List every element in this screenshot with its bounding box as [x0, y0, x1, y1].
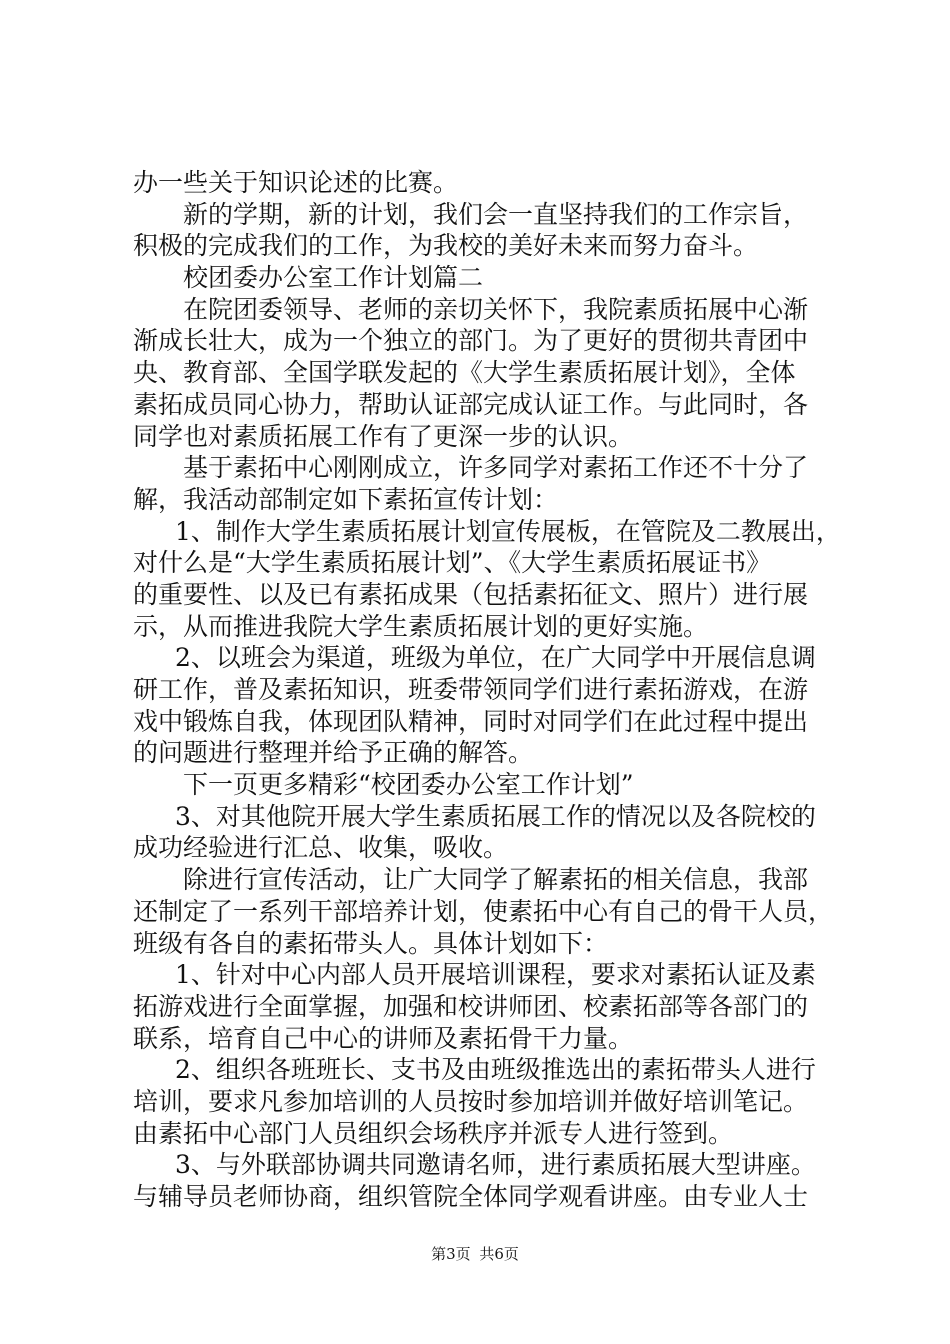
- text-line: 下一页更多精彩“校团委办公室工作计划”: [183, 770, 634, 800]
- text-line: 同学也对素质拓展工作有了更深一步的认识。: [133, 421, 634, 451]
- document-body: [133, 167, 841, 1213]
- text-line: 渐成长壮大，成为一个独立的部门。为了更好的贯彻共青团中: [133, 326, 809, 356]
- text-line: 2、以班会为渠道，班级为单位，在广大同学中开展信息调: [175, 643, 816, 673]
- text-line: 培训，要求凡参加培训的人员按时参加培训并做好培训笔记。: [133, 1086, 809, 1116]
- text-line: 1、制作大学生素质拓展计划宣传展板，在管院及二教展出，: [175, 516, 841, 546]
- text-line: 拓游戏进行全面掌握，加强和校讲师团、校素拓部等各部门的: [133, 991, 809, 1021]
- text-line: 积极的完成我们的工作，为我校的美好未来而努力奋斗。: [133, 231, 759, 261]
- text-line: 的重要性、以及已有素拓成果（包括素拓征文、照片）进行展: [133, 579, 809, 609]
- text-line: 班级有各自的素拓带头人。具体计划如下：: [133, 928, 609, 958]
- text-line: 办一些关于知识论述的比赛。: [133, 168, 459, 197]
- text-line: 戏中锻炼自我，体现团队精神，同时对同学们在此过程中提出: [133, 706, 809, 736]
- text-line: 对什么是“大学生素质拓展计划”、《大学生素质拓展证书》: [133, 548, 772, 578]
- text-line: 央、教育部、全国学联发起的《大学生素质拓展计划》，全体: [133, 358, 796, 388]
- text-line: 联系，培育自己中心的讲师及素拓骨干力量。: [133, 1023, 634, 1053]
- text-line: 研工作，普及素拓知识，班委带领同学们进行素拓游戏，在游: [133, 675, 809, 704]
- page-total: 共6页: [479, 1245, 519, 1263]
- text-line: 在院团委领导、老师的亲切关怀下，我院素质拓展中心渐: [183, 294, 809, 324]
- page-number: 第3页: [431, 1245, 471, 1263]
- text-line: 示，从而推进我院大学生素质拓展计划的更好实施。: [133, 611, 709, 641]
- text-line: 3、对其他院开展大学生素质拓展工作的情况以及各院校的: [175, 801, 816, 831]
- text-line: 1、针对中心内部人员开展培训课程，要求对素拓认证及素: [175, 960, 816, 990]
- text-line: 除进行宣传活动，让广大同学了解素拓的相关信息，我部: [183, 865, 809, 895]
- text-line: 基于素拓中心刚刚成立，许多同学对素拓工作还不十分了: [183, 453, 809, 483]
- page-footer: [0, 1244, 950, 1264]
- text-line: 校团委办公室工作计划篇二: [183, 263, 484, 293]
- text-line: 2、组织各班班长、支书及由班级推选出的素拓带头人进行: [175, 1055, 816, 1085]
- text-line: 3、与外联部协调共同邀请名师，进行素质拓展大型讲座。: [175, 1150, 816, 1180]
- text-line: 还制定了一系列干部培养计划，使素拓中心有自己的骨干人员，: [133, 896, 834, 926]
- text-line: 由素拓中心部门人员组织会场秩序并派专人进行签到。: [133, 1118, 734, 1148]
- text-line: 素拓成员同心协力，帮助认证部完成认证工作。与此同时，各: [133, 389, 809, 419]
- text-line: 新的学期，新的计划，我们会一直坚持我们的工作宗旨，: [183, 199, 809, 229]
- text-line: 的问题进行整理并给予正确的解答。: [133, 738, 534, 768]
- text-line: 与辅导员老师协商，组织管院全体同学观看讲座。由专业人士: [133, 1182, 809, 1211]
- text-line: 成功经验进行汇总、收集，吸收。: [133, 833, 509, 863]
- text-line: 解，我活动部制定如下素拓宣传计划：: [133, 484, 559, 514]
